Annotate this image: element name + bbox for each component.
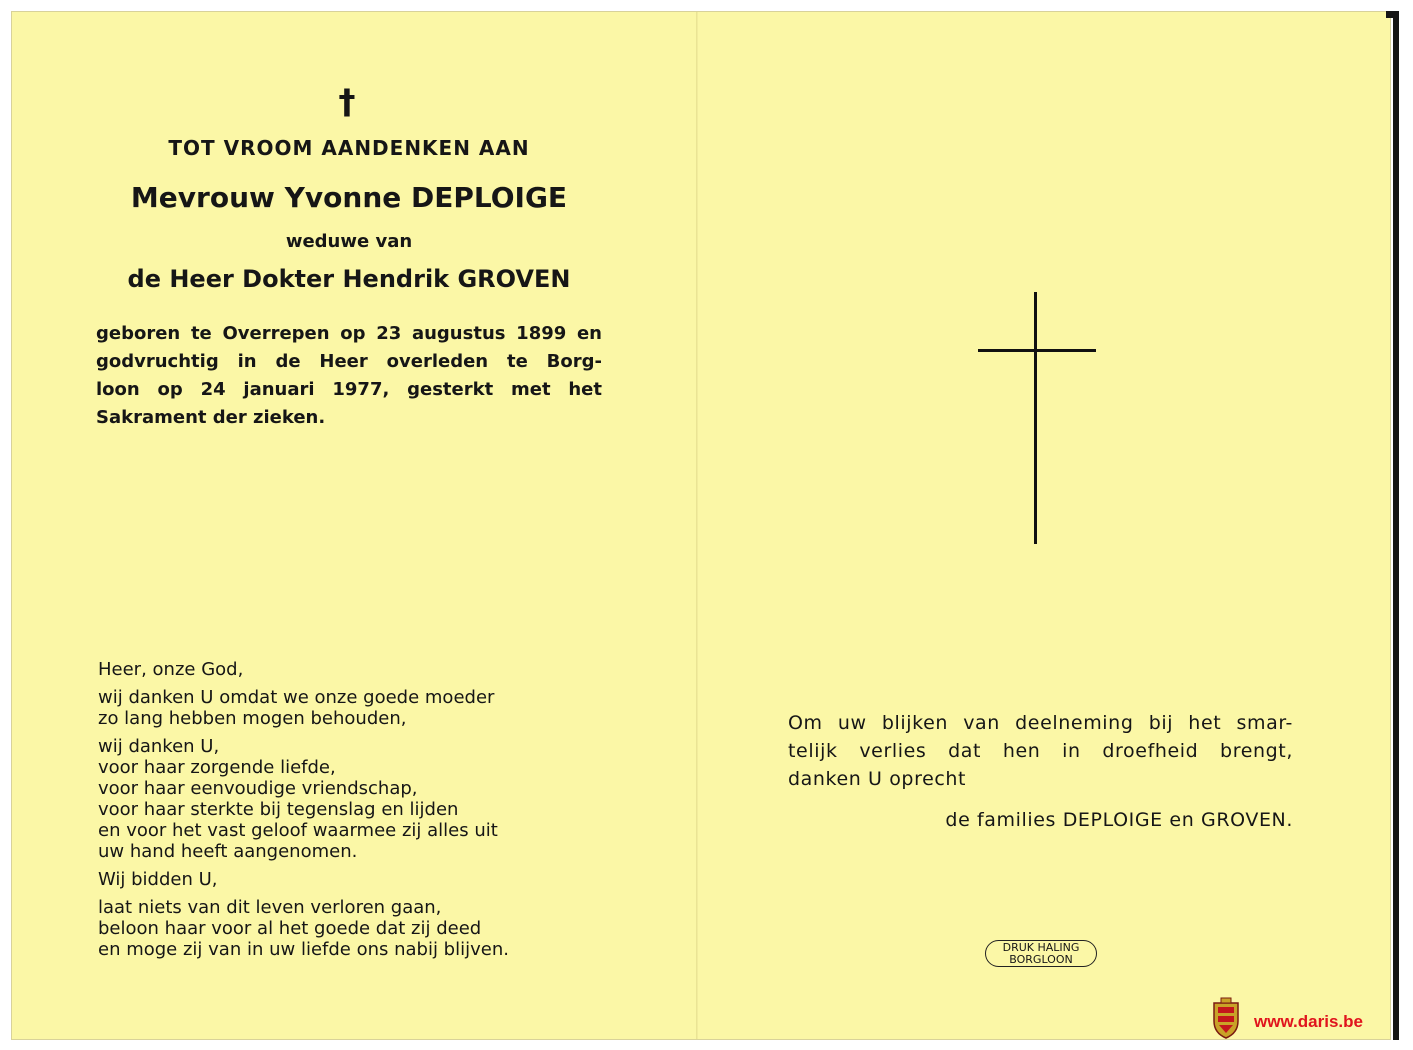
- large-cross-bar: [978, 349, 1096, 352]
- prayer-line: zo lang hebben mogen behouden,: [98, 708, 407, 729]
- prayer-line: Heer, onze God,: [98, 659, 244, 680]
- memorial-heading: TOT VROOM AANDENKEN AAN: [168, 136, 530, 160]
- prayer-line: beloon haar voor al het goede dat zij deed: [98, 918, 482, 939]
- thanks-message: [788, 709, 1293, 793]
- bio-line: Sakrament der zieken.: [96, 407, 326, 428]
- deceased-name: Mevrouw Yvonne DEPLOIGE: [130, 181, 568, 214]
- prayer-line: en moge zij van in uw liefde ons nabij blijven.: [98, 939, 509, 960]
- bio-line: geboren te Overrepen op 23 augustus 1899 en: [96, 323, 602, 344]
- bio-line: godvruchtig in de Heer overleden te Borg-: [96, 351, 602, 372]
- thanks-line: telijk verlies dat hen in droefheid brengt,: [788, 740, 1293, 762]
- watermark-link[interactable]: www.daris.be: [1254, 1012, 1363, 1031]
- thanks-line: Om uw blijken van deelneming bij het smar-: [788, 712, 1293, 734]
- prayer-line: voor haar sterkte bij tegenslag en lijden: [98, 799, 459, 820]
- prayer-line: en voor het vast geloof waarmee zij alles uit: [98, 820, 498, 841]
- printer-stamp: [985, 940, 1097, 967]
- prayer-line: voor haar eenvoudige vriendschap,: [98, 778, 418, 799]
- prayer-line: uw hand heeft aangenomen.: [98, 841, 358, 862]
- scan-edge: [1393, 11, 1399, 1040]
- spouse-name: de Heer Dokter Hendrik GROVEN: [127, 265, 571, 293]
- relation-text: weduwe van: [285, 231, 413, 252]
- prayer-line: laat niets van dit leven verloren gaan,: [98, 897, 442, 918]
- thanks-line: danken U oprecht: [788, 768, 967, 790]
- prayer-line: wij danken U,: [98, 736, 220, 757]
- prayer: [98, 659, 602, 960]
- printer-city: BORGLOON: [1009, 953, 1073, 966]
- prayer-line: Wij bidden U,: [98, 869, 218, 890]
- family-signature: de families DEPLOIGE en GROVEN.: [945, 809, 1293, 831]
- printer-name: DRUK HALING: [1002, 941, 1080, 954]
- biography: [96, 320, 602, 432]
- large-cross-icon: [1034, 292, 1037, 544]
- prayer-line: voor haar zorgende liefde,: [98, 757, 336, 778]
- small-cross-icon: †: [338, 82, 356, 122]
- card-fold: [696, 12, 698, 1039]
- crest-icon: [1211, 997, 1241, 1039]
- prayer-line: wij danken U omdat we onze goede moeder: [98, 687, 495, 708]
- bio-line: loon op 24 januari 1977, gesterkt met het: [96, 379, 602, 400]
